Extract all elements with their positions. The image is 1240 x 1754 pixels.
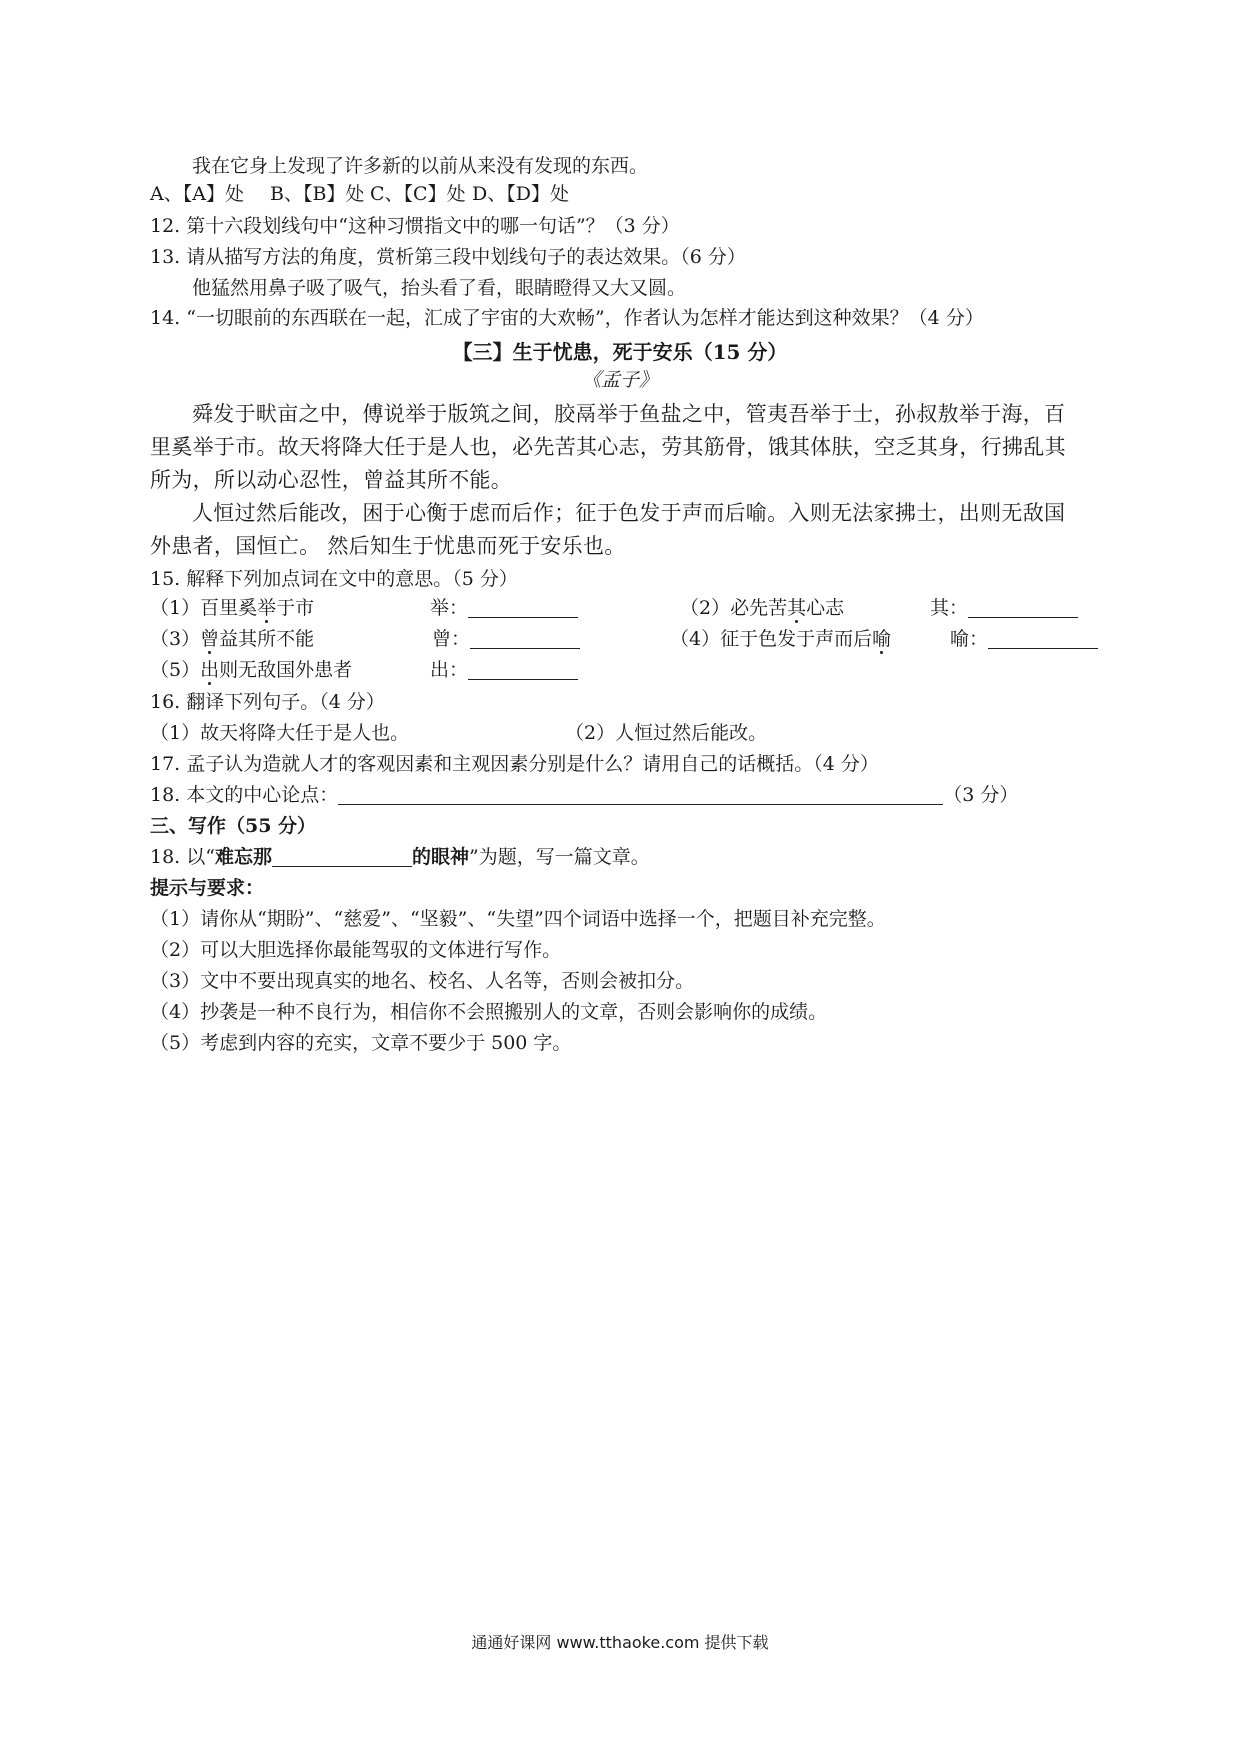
q16-item-2: （2）人恒过然后能改。 bbox=[565, 722, 768, 744]
section-title: 【三】生于忧患，死于安乐（15 分） bbox=[452, 340, 788, 364]
question-18 bbox=[150, 781, 1090, 809]
answer-blank[interactable] bbox=[468, 659, 578, 680]
writing-prompt: 18. 以“难忘那 的眼神”为题，写一篇文章。 bbox=[150, 846, 650, 868]
q16-items bbox=[150, 719, 1090, 747]
hint-3: （3）文中不要出现真实的地名、校名、人名等，否则会被扣分。 bbox=[150, 970, 695, 992]
q15-answer-4: 喻： bbox=[950, 625, 1098, 653]
writing-heading: 三、写作（55 分） bbox=[150, 815, 317, 837]
option-a: A、【A】处 bbox=[150, 183, 244, 205]
option-c: C、【C】处 bbox=[370, 183, 466, 205]
answer-blank[interactable] bbox=[470, 628, 580, 649]
q15-row-2 bbox=[150, 625, 1090, 653]
hint-4: （4）抄袭是一种不良行为，相信你不会照搬别人的文章，否则会影响你的成绩。 bbox=[150, 1001, 828, 1023]
q18-score: （3 分） bbox=[943, 784, 1019, 806]
footer-watermark: 通通好课网 www.tthaoke.com 提供下载 bbox=[471, 1633, 769, 1652]
option-b: B、【B】处 bbox=[270, 183, 365, 205]
hint-5: （5）考虑到内容的充实，文章不要少于 500 字。 bbox=[150, 1032, 572, 1054]
answer-blank[interactable] bbox=[468, 597, 578, 618]
q15-item-5: （5）出则无敌国外患者 bbox=[150, 659, 353, 681]
passage-p1-line3: 所为，所以动心忍性，曾益其所不能。 bbox=[150, 468, 513, 492]
hint-1: （1）请你从“期盼”、“慈爱”、“坚毅”、“失望”四个词语中选择一个，把题目补充完整。 bbox=[150, 908, 886, 930]
q15-row-1 bbox=[150, 594, 1090, 622]
q18-label: 18. 本文的中心论点： bbox=[150, 784, 339, 806]
passage-p1-line1: 舜发于畎亩之中，傅说举于版筑之间，胶鬲举于鱼盐之中，管夷吾举于士，孙叔敖举于海，百 bbox=[192, 402, 1066, 426]
q15-answer-2: 其： bbox=[930, 594, 1078, 622]
title-blank[interactable] bbox=[272, 846, 412, 867]
question-13-quote: 他猛然用鼻子吸了吸气，抬头看了看，眼睛瞪得又大又圆。 bbox=[192, 277, 687, 299]
q16-item-1: （1）故天将降大任于是人也。 bbox=[150, 722, 410, 744]
question-15: 15. 解释下列加点词在文中的意思。（5 分） bbox=[150, 568, 518, 590]
q15-item-3: （3）曾益其所不能 bbox=[150, 628, 315, 650]
passage-p2-line2: 外患者，国恒亡。 然后知生于忧患而死于安乐也。 bbox=[150, 534, 626, 558]
q15-answer-1: 举： bbox=[430, 594, 578, 622]
q15-item-4: （4）征于色发于声而后喻 bbox=[670, 628, 892, 650]
question-12: 12. 第十六段划线句中“这种习惯指文中的哪一句话”？（3 分） bbox=[150, 215, 680, 237]
hint-2: （2）可以大胆选择你最能驾驭的文体进行写作。 bbox=[150, 939, 562, 961]
answer-blank[interactable] bbox=[968, 597, 1078, 618]
question-17: 17. 孟子认为造就人才的客观因素和主观因素分别是什么？请用自己的话概括。（4 分） bbox=[150, 753, 879, 775]
central-argument-blank[interactable] bbox=[338, 784, 943, 805]
q15-row-3 bbox=[150, 656, 1090, 684]
section-author: 《孟子》 bbox=[581, 369, 658, 391]
option-d: D、【D】处 bbox=[472, 183, 569, 205]
question-14: 14. “一切眼前的东西联在一起，汇成了宇宙的大欢畅”，作者认为怎样才能达到这种效果？（4 分） bbox=[150, 307, 984, 329]
q15-item-1: （1）百里奚举于市 bbox=[150, 597, 315, 619]
q15-answer-5: 出： bbox=[430, 656, 578, 684]
q15-item-2: （2）必先苦其心志 bbox=[680, 597, 845, 619]
carryover-sentence: 我在它身上发现了许多新的以前从来没有发现的东西。 bbox=[192, 155, 649, 177]
passage-p2-line1: 人恒过然后能改，困于心衡于虑而后作；征于色发于声而后喻。入则无法家拂士，出则无敌国 bbox=[192, 501, 1066, 525]
answer-blank[interactable] bbox=[988, 628, 1098, 649]
q15-answer-3: 曾： bbox=[432, 625, 580, 653]
passage-p1-line2: 里奚举于市。故天将降大任于是人也，必先苦其心志，劳其筋骨，饿其体肤，空乏其身，行拂乱其 bbox=[150, 435, 1066, 459]
question-16: 16. 翻译下列句子。（4 分） bbox=[150, 691, 385, 713]
question-13: 13. 请从描写方法的角度，赏析第三段中划线句子的表达效果。（6 分） bbox=[150, 246, 746, 268]
hint-label: 提示与要求： bbox=[150, 877, 265, 899]
